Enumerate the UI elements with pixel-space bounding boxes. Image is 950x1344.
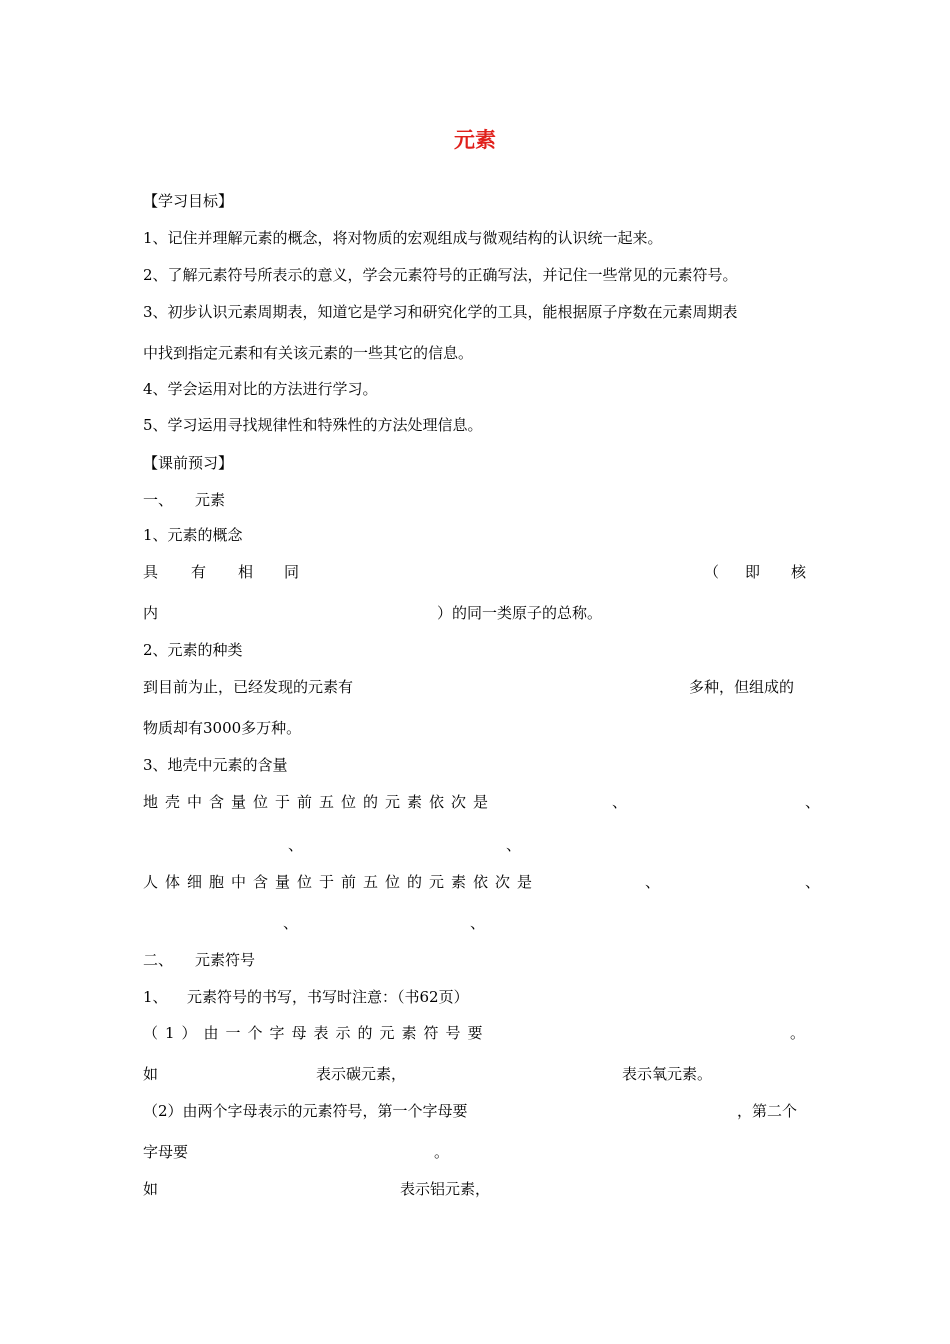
section-1-title: 元素 — [195, 491, 226, 509]
crust-separator-1: 、 — [612, 793, 628, 811]
rule-2-start: （2）由两个字母表示的元素符号，第一个字母要 — [143, 1102, 468, 1120]
concept-char-7: 核 — [791, 563, 807, 581]
body-separator-1: 、 — [645, 873, 661, 891]
writing-heading-number: 1、 — [143, 988, 168, 1006]
body-separator-2: 、 — [805, 873, 821, 891]
body-line-1: 人体细胞中含量位于前五位的元素依次是 — [143, 873, 540, 891]
concept-char-4: 同 — [284, 563, 300, 581]
example-1-oxygen: 表示氧元素。 — [622, 1065, 713, 1083]
writing-heading: 元素符号的书写，书写时注意：（书62页） — [187, 988, 469, 1006]
rule-1-period: 。 — [790, 1024, 806, 1042]
example-2-aluminum: 表示铝元素， — [400, 1180, 491, 1198]
concept-heading: 1、元素的概念 — [143, 526, 243, 544]
concept-char-6: 即 — [745, 563, 761, 581]
preview-heading: 【课前预习】 — [143, 454, 234, 472]
concept-char-2: 有 — [191, 563, 207, 581]
concept-char-3: 相 — [238, 563, 254, 581]
types-line-2: 物质却有3000多万种。 — [143, 719, 302, 737]
concept-char-1: 具 — [143, 563, 159, 581]
crust-separator-2: 、 — [805, 793, 821, 811]
crust-separator-3: 、 — [288, 836, 304, 854]
section-1-number: 一、 — [143, 491, 174, 509]
section-2-number: 二、 — [143, 951, 174, 969]
goal-item-1: 1、记住并理解元素的概念，将对物质的宏观组成与微观结构的认识统一起来。 — [143, 229, 663, 247]
goal-item-5: 5、学习运用寻找规律性和特殊性的方法处理信息。 — [143, 416, 483, 434]
rule-2-period: 。 — [434, 1143, 450, 1161]
section-2-title: 元素符号 — [195, 951, 256, 969]
concept-char-5: （ — [704, 563, 720, 581]
crust-separator-4: 、 — [506, 836, 522, 854]
concept-line-2-start: 内 — [143, 604, 159, 622]
types-line-1-start: 到目前为止，已经发现的元素有 — [143, 678, 354, 696]
rule-2-end: ，第二个 — [737, 1102, 798, 1120]
crust-line-1: 地壳中含量位于前五位的元素依次是 — [143, 793, 496, 811]
example-1-carbon: 表示碳元素， — [316, 1065, 407, 1083]
rule-2-second-letter: 字母要 — [143, 1143, 189, 1161]
goal-item-3-continued: 中找到指定元素和有关该元素的一些其它的信息。 — [143, 344, 474, 362]
page-title: 元素 — [454, 128, 496, 152]
goal-item-4: 4、学会运用对比的方法进行学习。 — [143, 380, 378, 398]
goals-heading: 【学习目标】 — [143, 192, 234, 210]
types-heading: 2、元素的种类 — [143, 641, 243, 659]
body-separator-4: 、 — [470, 914, 486, 932]
rule-1: （1）由一个字母表示的元素符号要 — [143, 1024, 490, 1042]
goal-item-3: 3、初步认识元素周期表，知道它是学习和研究化学的工具，能根据原子序数在元素周期表 — [143, 303, 738, 321]
example-2-start: 如 — [143, 1180, 159, 1198]
concept-line-2-end: ）的同一类原子的总称。 — [437, 604, 603, 622]
goal-item-2: 2、了解元素符号所表示的意义，学会元素符号的正确写法，并记住一些常见的元素符号。 — [143, 266, 738, 284]
types-line-1-end: 多种，但组成的 — [689, 678, 795, 696]
crust-heading: 3、地壳中元素的含量 — [143, 756, 288, 774]
example-1-start: 如 — [143, 1065, 159, 1083]
body-separator-3: 、 — [283, 914, 299, 932]
